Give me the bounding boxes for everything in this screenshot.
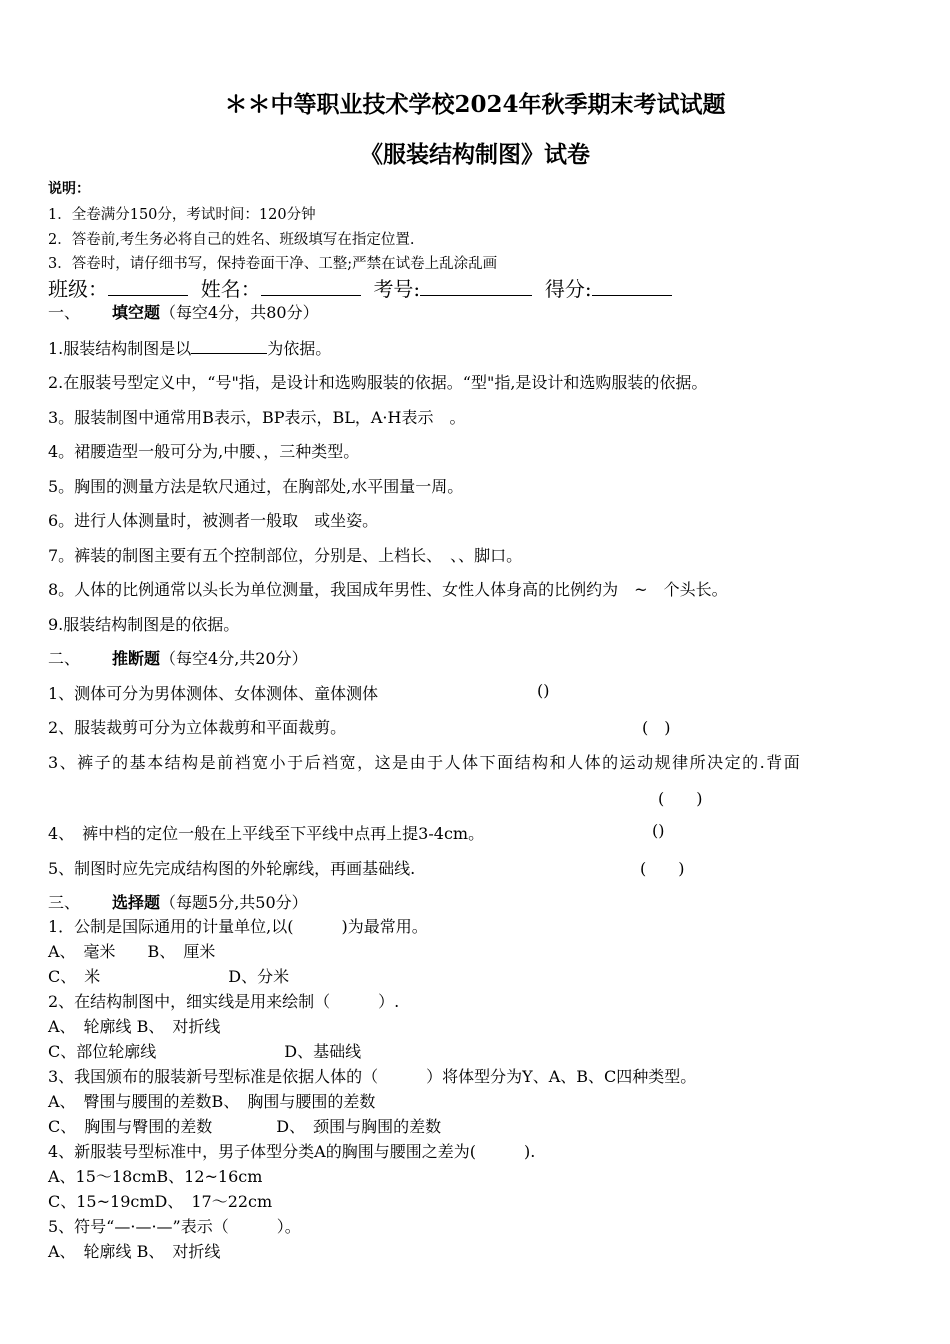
name-label: 姓名： (200, 277, 261, 301)
class-label: 班级： (48, 277, 108, 301)
section-desc: （每空4分，共80分） (160, 303, 319, 322)
section-desc: （每空4分,共20分） (160, 649, 308, 668)
exam-subtitle: 《服装结构制图》试卷 (360, 141, 590, 168)
question: 7。裤装的制图主要有五个控制部位，分别是、上档长、 、、脚口。 (48, 546, 523, 565)
question: 3、裤子的基本结构是前裆宽小于后裆宽，这是由于人体下面结构和人体的运动规律所决定的.背面 (48, 753, 802, 772)
section-1-heading (48, 300, 319, 323)
question: 5、符号“—·—·—”表示（ ）。 (48, 1217, 301, 1236)
question: 3、我国颁布的服装新号型标准是依据人体的（ ）将体型分为Y、A、B、C四种类型。 (48, 1067, 697, 1086)
question-text: 1.服装结构制图是以 (48, 339, 192, 358)
name-field[interactable] (261, 275, 361, 296)
question: 1．公制是国际通用的计量单位,以( )为最常用。 (48, 917, 428, 936)
option-line: C、15~19cmD、 17～22cm (48, 1192, 273, 1211)
question: 4、新服装号型标准中，男子体型分类A的胸围与腰围之差为( ). (48, 1142, 536, 1161)
note-item: 2．答卷前,考生务必将自己的姓名、班级填写在指定位置. (48, 232, 415, 248)
section-2-heading (48, 646, 308, 669)
question: 1、测体可分为男体测体、女体测体、童体测体 (48, 684, 379, 703)
question-text: 为依据。 (267, 339, 332, 358)
question: 2、服装裁剪可分为立体裁剪和平面裁剪。 (48, 718, 347, 737)
note-item: 1．全卷满分150分，考试时间：120分钟 (48, 207, 316, 223)
answer-blank[interactable] (191, 337, 267, 354)
section-title: 填空题 (112, 303, 161, 322)
section-number: 一、 (48, 303, 81, 322)
option-line: A、 轮廓线 B、 对折线 (48, 1017, 221, 1036)
section-desc: （每题5分,共50分） (160, 893, 308, 912)
number-field[interactable] (420, 275, 532, 296)
option-line: C、部位轮廓线 D、基础线 (48, 1042, 362, 1061)
class-field[interactable] (108, 275, 188, 296)
question: 4。裙腰造型一般可分为,中腰、，三种类型。 (48, 442, 360, 461)
section-title: 选择题 (112, 893, 161, 912)
score-label: 得分: (544, 277, 592, 301)
section-3-heading (48, 890, 308, 913)
number-label: 考号: (373, 277, 421, 301)
option-line: A、15～18cmB、12~16cm (48, 1167, 263, 1186)
section-title: 推断题 (112, 649, 161, 668)
option-line: A、 轮廓线 B、 对折线 (48, 1242, 221, 1261)
question: 5、制图时应先完成结构图的外轮廓线，再画基础线. (48, 859, 416, 878)
option-line: A、 毫米 B、 厘米 (48, 942, 216, 961)
score-field[interactable] (592, 275, 672, 296)
note-item: 3．答卷时，请仔细书写，保持卷面干净、工整;严禁在试卷上乱涂乱画 (48, 256, 498, 272)
question: 4、 裤中档的定位一般在上平线至下平线中点再上提3-4cm。 (48, 824, 485, 843)
question: 5。胸围的测量方法是软尺通过，在胸部处,水平围量一周。 (48, 477, 464, 496)
question: 3。服装制图中通常用B表示，BP表示，BL，A·H表示 。 (48, 408, 466, 427)
section-number: 三、 (48, 893, 81, 912)
question: 2、在结构制图中，细实线是用来绘制（ ）. (48, 992, 400, 1011)
question: 6。进行人体测量时，被测者一般取 或坐姿。 (48, 511, 379, 530)
answer-parens[interactable]: () (652, 821, 665, 840)
option-line: C、 胸围与臀围的差数 D、 颈围与胸围的差数 (48, 1117, 442, 1136)
option-line: A、 臀围与腰围的差数B、 胸围与腰围的差数 (48, 1092, 376, 1111)
question: 2.在服装号型定义中，“号"指，是设计和选购服装的依据。“型"指,是设计和选购服装的依据。 (48, 373, 708, 392)
notes-heading: 说明： (48, 181, 90, 197)
question: 9.服装结构制图是的依据。 (48, 615, 240, 634)
answer-parens[interactable]: ( ) (642, 718, 671, 737)
answer-parens[interactable]: () (537, 681, 550, 700)
answer-parens[interactable]: ( ) (658, 789, 703, 808)
question (48, 336, 331, 359)
option-line: C、 米 D、分米 (48, 967, 290, 986)
exam-title: ＊＊中等职业技术学校2024年秋季期末考试试题 (224, 91, 726, 118)
student-info-row (48, 273, 672, 302)
section-number: 二、 (48, 649, 81, 668)
question: 8。人体的比例通常以头长为单位测量，我国成年男性、女性人体身高的比例约为 ~ 个头长。 (48, 580, 728, 599)
answer-parens[interactable]: ( ) (640, 859, 685, 878)
